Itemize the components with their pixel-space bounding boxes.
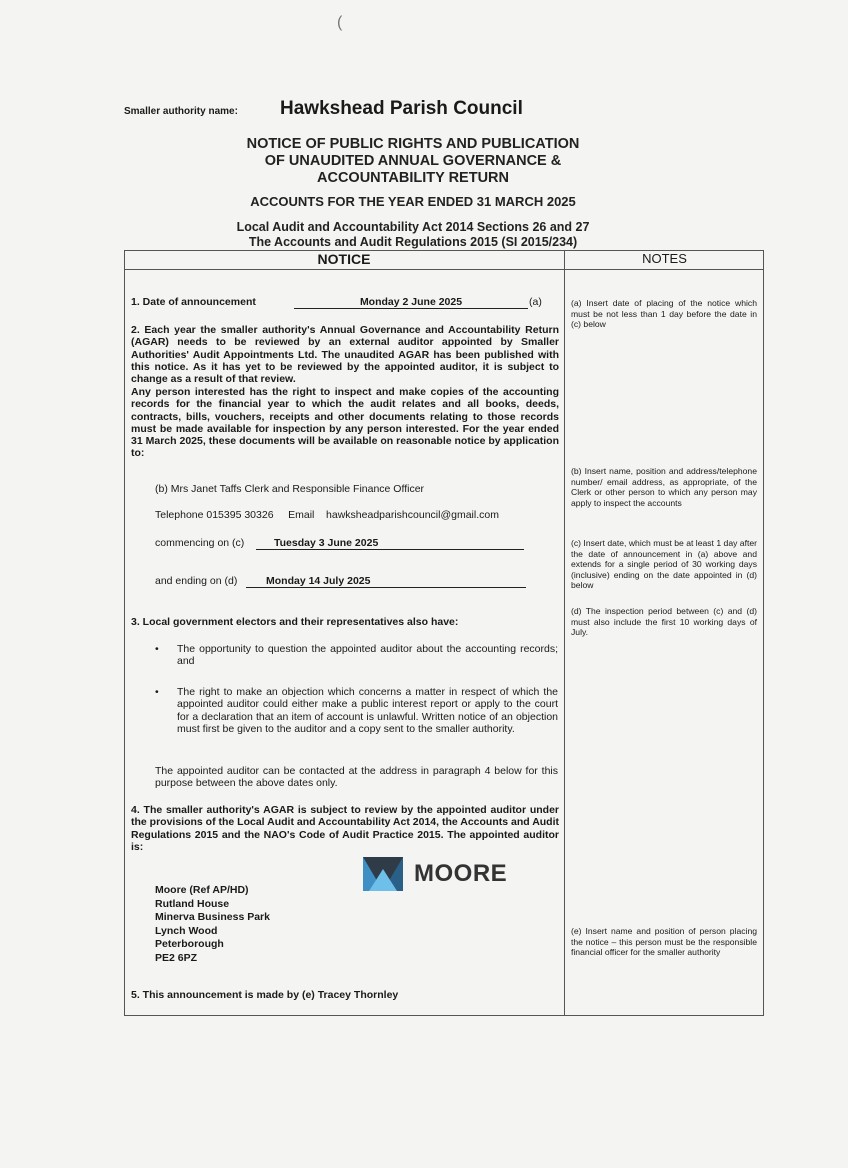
- paragraph-2-review: 2. Each year the smaller authority's Annual Governance and Accountability Return (AGAR) needs to be reviewed by an external auditor appointed by Smaller Authorities' Audit Appointments Ltd. The unaudited AGAR has been published with this notice. As it has yet to be reviewed by the appointed auditor, it is subject to change as a result of that review.: [131, 324, 559, 386]
- address-line: PE2 6PZ: [155, 951, 198, 964]
- legislation-references: Local Audit and Accountability Act 2014 Sections 26 and 27 The Accounts and Audit Regulations 2015 (SI 2015/234): [236, 220, 590, 249]
- moore-logo-icon: [363, 857, 403, 891]
- address-line: Minerva Business Park: [155, 911, 270, 923]
- announcement-date-label: 1. Date of announcement: [131, 296, 256, 308]
- commencing-value: Tuesday 3 June 2025: [256, 537, 524, 550]
- commencing-label: commencing on (c): [155, 537, 245, 549]
- moore-logo-text: MOORE: [414, 860, 508, 887]
- note-b: (b) Insert name, position and address/telephone number/ email address, as appropriate, of the Clerk or other person to which any person may apply to inspect the accounts: [571, 466, 757, 508]
- bullet-icon: •: [155, 686, 159, 698]
- note-d: (d) The inspection period between (c) and (d) must also include the first 10 working days of July.: [571, 606, 757, 638]
- bullet-objection: The right to make an objection which concerns a matter in respect of which the appointed auditor could either make a public interest report or apply to the court for a declaration that an item of account is unlawful. Written notice of an objection must first be given to the auditor and a copy sent to the smaller authority.: [177, 686, 558, 735]
- note-a: (a) Insert date of placing of the notice which must be not less than 1 day before the date in (c) below: [571, 298, 757, 330]
- notes-column-header: NOTES: [642, 251, 687, 266]
- bullet-question-auditor: The opportunity to question the appointed auditor about the accounting records; and: [177, 643, 558, 668]
- note-e: (e) Insert name and position of person placing the notice – this person must be the responsible financial officer for the smaller authority: [571, 926, 757, 958]
- address-line: Peterborough: [155, 938, 224, 950]
- address-line: Lynch Wood: [155, 924, 218, 937]
- paragraph-3-title: 3. Local government electors and their representatives also have:: [131, 616, 459, 628]
- announcement-date-ref: (a): [529, 296, 542, 308]
- contact-person: (b) Mrs Janet Taffs Clerk and Responsible Finance Officer: [155, 483, 425, 495]
- paragraph-2-inspection: Any person interested has the right to inspect and make copies of the accounting records for the financial year to which the audit relates and all books, deeds, contracts, bills, vouchers, receipts and other documents relating to those records must be made available for inspection by any person interested. For the year ended 31 March 2025, these documents will be available on reasonable notice by application to:: [131, 386, 559, 460]
- address-line: Rutland House: [155, 897, 230, 910]
- contact-phone-email: Telephone 015395 30326 Email hawksheadparishcouncil@gmail.com: [155, 509, 499, 521]
- table-header-divider: [124, 269, 764, 270]
- ending-label: and ending on (d): [155, 575, 238, 587]
- document-title: NOTICE OF PUBLIC RIGHTS AND PUBLICATION OF UNAUDITED ANNUAL GOVERNANCE & ACCOUNTABILITY RETURN: [246, 136, 580, 186]
- authority-label: Smaller authority name:: [124, 106, 238, 117]
- document-subtitle: ACCOUNTS FOR THE YEAR ENDED 31 MARCH 2025: [250, 194, 576, 209]
- notice-column-header: NOTICE: [317, 251, 371, 267]
- pen-mark: (: [337, 14, 343, 31]
- note-c: (c) Insert date, which must be at least 1 day after the date of announcement in (a) above and extends for a single period of 30 working days (inclusive) ending on the date appointed in (d) below: [571, 538, 757, 591]
- table-column-divider: [564, 250, 565, 1016]
- auditor-address: [155, 884, 270, 965]
- authority-name: Hawkshead Parish Council: [280, 98, 523, 119]
- paragraph-5-announcer: 5. This announcement is made by (e) Tracey Thornley: [131, 989, 399, 1001]
- paragraph-4-auditor: 4. The smaller authority's AGAR is subject to review by the appointed auditor under the provisions of the Local Audit and Accountability Act 2014, the Accounts and Audit Regulations 2015 and the NAO's Code of Audit Practice 2015. The appointed auditor is:: [131, 804, 560, 853]
- auditor-contact-info: The appointed auditor can be contacted at the address in paragraph 4 below for this purpose between the above dates only.: [155, 765, 558, 790]
- address-line: Moore (Ref AP/HD): [155, 884, 249, 896]
- ending-value: Monday 14 July 2025: [246, 575, 526, 588]
- announcement-date-value: Monday 2 June 2025: [294, 296, 528, 309]
- bullet-icon: •: [155, 643, 159, 655]
